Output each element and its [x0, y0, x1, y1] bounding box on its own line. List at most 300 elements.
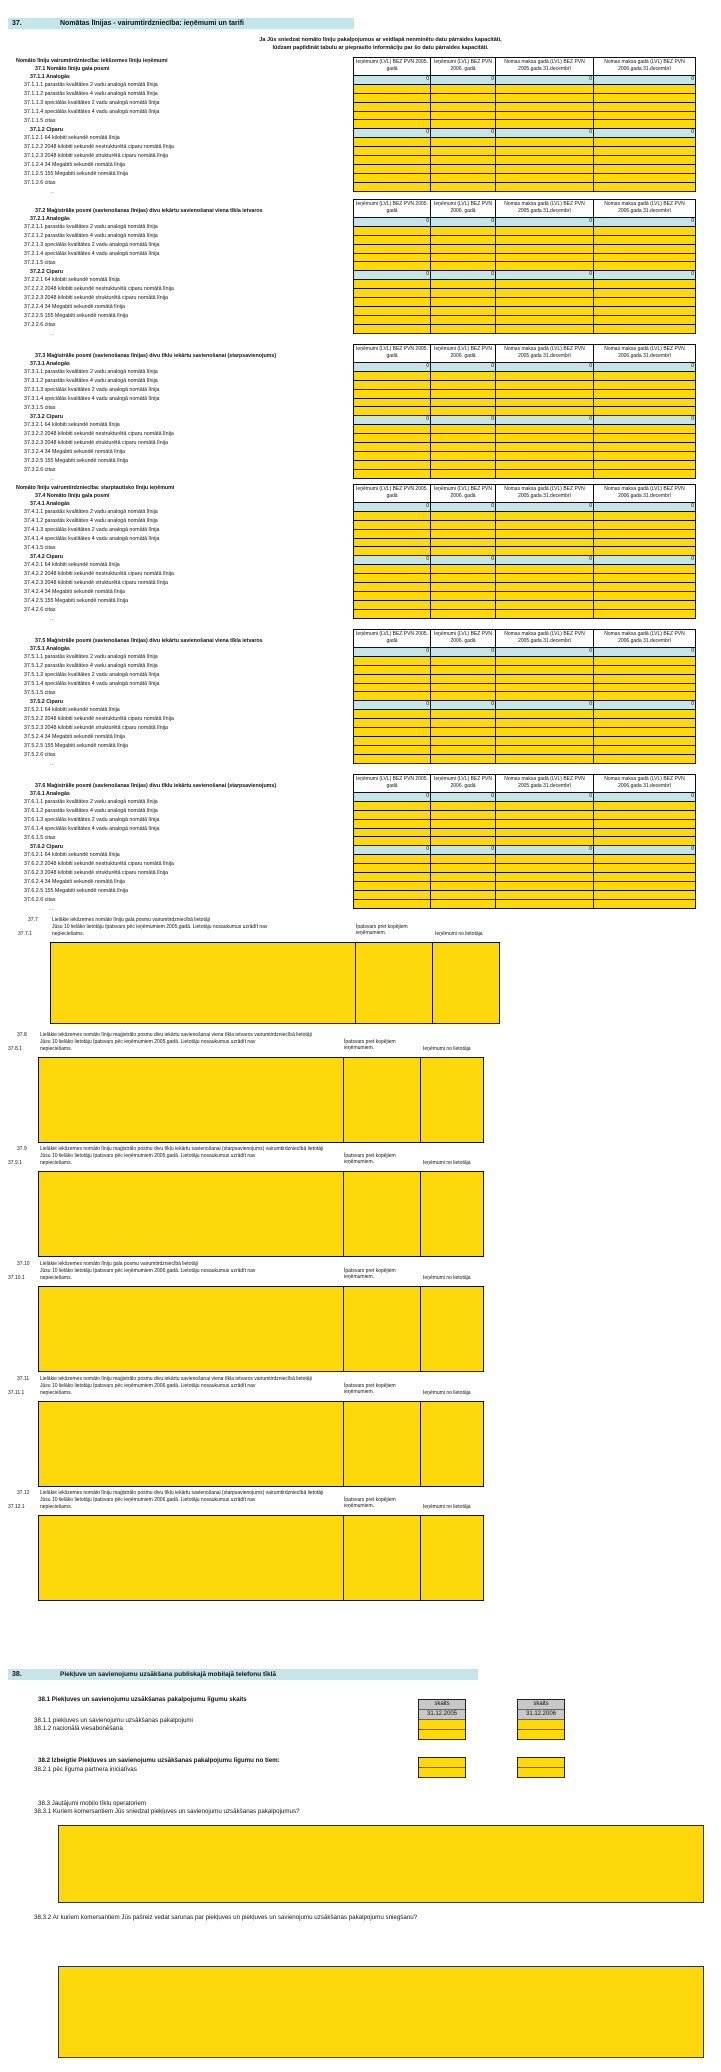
input-cell[interactable]	[496, 372, 594, 380]
input-cell[interactable]	[496, 227, 594, 235]
input-cell[interactable]	[594, 583, 696, 591]
input-cell[interactable]	[354, 657, 431, 665]
input-cell[interactable]	[431, 470, 496, 478]
input-cell[interactable]	[594, 657, 696, 665]
input-cell[interactable]	[354, 728, 431, 736]
input-cell[interactable]	[594, 565, 696, 573]
input-cell[interactable]	[431, 156, 496, 164]
input-cell[interactable]	[496, 837, 594, 845]
input-cell[interactable]	[354, 262, 431, 270]
input-cell[interactable]	[496, 280, 594, 288]
input-cell[interactable]	[354, 390, 431, 398]
input-cell[interactable]	[354, 666, 431, 674]
input-cell[interactable]	[354, 512, 431, 520]
input-cell[interactable]	[496, 755, 594, 763]
input-cell[interactable]	[496, 381, 594, 389]
input-cell[interactable]	[594, 245, 696, 253]
input-cell[interactable]	[496, 657, 594, 665]
input-cell[interactable]	[354, 710, 431, 718]
input-cell[interactable]	[496, 254, 594, 262]
input-cell[interactable]	[496, 692, 594, 700]
input-cell[interactable]	[354, 521, 431, 529]
input-cell[interactable]	[594, 434, 696, 442]
input-cell[interactable]	[496, 737, 594, 745]
input-cell[interactable]	[431, 657, 496, 665]
input-cell[interactable]	[354, 574, 431, 582]
input-cell[interactable]	[354, 452, 431, 460]
input-cell[interactable]	[354, 837, 431, 845]
input-cell[interactable]	[496, 864, 594, 872]
input-cell[interactable]	[496, 120, 594, 128]
input-cell[interactable]	[496, 728, 594, 736]
input-cell[interactable]	[354, 737, 431, 745]
input-cell[interactable]	[496, 521, 594, 529]
input-cell[interactable]	[496, 684, 594, 692]
input-cell[interactable]	[594, 103, 696, 111]
user-names-input[interactable]	[39, 1402, 344, 1486]
input-cell[interactable]	[354, 675, 431, 683]
count-input-38-1-1-2006[interactable]	[518, 1720, 564, 1730]
terminated-partner-input-2005[interactable]	[419, 1768, 465, 1777]
input-cell[interactable]	[354, 236, 431, 244]
input-cell[interactable]	[496, 675, 594, 683]
input-cell[interactable]	[431, 174, 496, 182]
input-cell[interactable]	[594, 372, 696, 380]
input-cell[interactable]	[354, 399, 431, 407]
input-cell[interactable]	[354, 583, 431, 591]
input-cell[interactable]	[496, 236, 594, 244]
input-cell[interactable]	[354, 165, 431, 173]
input-cell[interactable]	[431, 746, 496, 754]
input-cell[interactable]	[496, 307, 594, 315]
input-cell[interactable]	[431, 461, 496, 469]
input-cell[interactable]	[431, 425, 496, 433]
input-cell[interactable]	[354, 891, 431, 899]
input-cell[interactable]	[594, 666, 696, 674]
input-cell[interactable]	[594, 864, 696, 872]
input-cell[interactable]	[354, 601, 431, 609]
input-cell[interactable]	[431, 262, 496, 270]
input-cell[interactable]	[354, 746, 431, 754]
input-cell[interactable]	[496, 891, 594, 899]
input-cell[interactable]	[594, 262, 696, 270]
input-cell[interactable]	[354, 120, 431, 128]
input-cell[interactable]	[594, 873, 696, 881]
input-cell[interactable]	[431, 316, 496, 324]
input-cell[interactable]	[431, 675, 496, 683]
input-cell[interactable]	[496, 811, 594, 819]
input-cell[interactable]	[354, 811, 431, 819]
input-cell[interactable]	[431, 684, 496, 692]
revenue-input[interactable]	[421, 1058, 483, 1142]
input-cell[interactable]	[594, 710, 696, 718]
input-cell[interactable]	[496, 539, 594, 547]
input-cell[interactable]	[431, 820, 496, 828]
share-input[interactable]	[344, 1287, 421, 1371]
share-input[interactable]	[344, 1172, 421, 1256]
input-cell[interactable]	[594, 811, 696, 819]
input-cell[interactable]	[354, 372, 431, 380]
input-cell[interactable]	[431, 298, 496, 306]
count-input-38-1-2-2005[interactable]	[419, 1730, 465, 1739]
terminated-input-2006[interactable]	[518, 1758, 564, 1768]
input-cell[interactable]	[496, 666, 594, 674]
input-cell[interactable]	[431, 574, 496, 582]
input-cell[interactable]	[594, 85, 696, 93]
input-cell[interactable]	[594, 452, 696, 460]
share-input[interactable]	[344, 1516, 421, 1600]
input-cell[interactable]	[496, 512, 594, 520]
input-cell[interactable]	[496, 710, 594, 718]
input-cell[interactable]	[496, 873, 594, 881]
input-cell[interactable]	[431, 112, 496, 120]
input-cell[interactable]	[594, 802, 696, 810]
input-cell[interactable]	[594, 574, 696, 582]
input-cell[interactable]	[354, 539, 431, 547]
input-cell[interactable]	[594, 592, 696, 600]
input-cell[interactable]	[431, 837, 496, 845]
input-cell[interactable]	[496, 583, 594, 591]
input-cell[interactable]	[431, 583, 496, 591]
input-cell[interactable]	[354, 147, 431, 155]
input-cell[interactable]	[431, 289, 496, 297]
input-cell[interactable]	[594, 530, 696, 538]
user-names-input[interactable]	[39, 1172, 344, 1256]
input-cell[interactable]	[431, 147, 496, 155]
input-cell[interactable]	[431, 829, 496, 837]
revenue-input[interactable]	[433, 943, 499, 1023]
input-cell[interactable]	[594, 692, 696, 700]
input-cell[interactable]	[431, 381, 496, 389]
input-cell[interactable]	[496, 425, 594, 433]
input-cell[interactable]	[496, 85, 594, 93]
answer-38-3-1-textarea[interactable]	[58, 1825, 704, 1903]
input-cell[interactable]	[431, 666, 496, 674]
input-cell[interactable]	[431, 452, 496, 460]
input-cell[interactable]	[431, 610, 496, 618]
input-cell[interactable]	[496, 592, 594, 600]
input-cell[interactable]	[594, 547, 696, 555]
input-cell[interactable]	[431, 719, 496, 727]
input-cell[interactable]	[354, 547, 431, 555]
input-cell[interactable]	[594, 183, 696, 191]
input-cell[interactable]	[354, 684, 431, 692]
input-cell[interactable]	[496, 298, 594, 306]
input-cell[interactable]	[431, 864, 496, 872]
input-cell[interactable]	[354, 461, 431, 469]
input-cell[interactable]	[354, 425, 431, 433]
user-names-input[interactable]	[39, 1058, 344, 1142]
input-cell[interactable]	[431, 183, 496, 191]
input-cell[interactable]	[496, 407, 594, 415]
total-cell: 0	[431, 648, 496, 656]
input-cell[interactable]	[354, 174, 431, 182]
input-cell[interactable]	[431, 434, 496, 442]
input-cell[interactable]	[431, 85, 496, 93]
input-cell[interactable]	[594, 719, 696, 727]
input-cell[interactable]	[594, 610, 696, 618]
input-cell[interactable]	[431, 103, 496, 111]
input-cell[interactable]	[431, 165, 496, 173]
input-cell[interactable]	[594, 829, 696, 837]
input-cell[interactable]	[594, 227, 696, 235]
input-cell[interactable]	[496, 103, 594, 111]
input-cell[interactable]	[594, 728, 696, 736]
input-cell[interactable]	[594, 147, 696, 155]
input-cell[interactable]	[431, 873, 496, 881]
input-cell[interactable]	[496, 574, 594, 582]
input-cell[interactable]	[496, 316, 594, 324]
input-cell[interactable]	[594, 381, 696, 389]
input-cell[interactable]	[431, 227, 496, 235]
input-cell[interactable]	[431, 443, 496, 451]
input-cell[interactable]	[594, 174, 696, 182]
input-cell[interactable]	[496, 855, 594, 863]
input-cell[interactable]	[496, 112, 594, 120]
input-cell[interactable]	[496, 434, 594, 442]
input-cell[interactable]	[594, 443, 696, 451]
input-cell[interactable]	[354, 112, 431, 120]
input-cell[interactable]	[431, 236, 496, 244]
input-cell[interactable]	[354, 434, 431, 442]
top-users-title: Lielākie iekšzemes nomāto līniju gala posmu vairumtirdzniecībā lietotāji	[40, 1261, 198, 1267]
input-cell[interactable]	[431, 539, 496, 547]
input-cell[interactable]	[431, 530, 496, 538]
share-input[interactable]	[344, 1402, 421, 1486]
input-cell[interactable]	[594, 399, 696, 407]
input-cell[interactable]	[431, 390, 496, 398]
input-cell[interactable]	[594, 675, 696, 683]
input-cell[interactable]	[354, 755, 431, 763]
share-input[interactable]	[356, 943, 433, 1023]
input-cell[interactable]	[594, 407, 696, 415]
input-cell[interactable]	[594, 138, 696, 146]
input-cell[interactable]	[594, 461, 696, 469]
input-cell[interactable]	[594, 882, 696, 890]
input-cell[interactable]	[431, 855, 496, 863]
input-cell[interactable]	[496, 147, 594, 155]
input-cell[interactable]	[496, 174, 594, 182]
input-cell[interactable]	[496, 183, 594, 191]
input-cell[interactable]	[594, 307, 696, 315]
input-cell[interactable]	[594, 891, 696, 899]
input-cell[interactable]	[496, 443, 594, 451]
input-cell[interactable]	[354, 565, 431, 573]
count-input-38-1-1-2005[interactable]	[419, 1720, 465, 1730]
input-cell[interactable]	[496, 289, 594, 297]
input-cell[interactable]	[431, 900, 496, 908]
input-cell[interactable]	[496, 94, 594, 102]
total-cell: 0	[496, 129, 594, 137]
user-names-input[interactable]	[39, 1287, 344, 1371]
input-cell[interactable]	[354, 325, 431, 333]
input-cell[interactable]	[354, 900, 431, 908]
input-cell[interactable]	[594, 755, 696, 763]
input-cell[interactable]	[354, 692, 431, 700]
input-cell[interactable]	[431, 811, 496, 819]
input-cell[interactable]	[594, 746, 696, 754]
input-cell[interactable]	[496, 882, 594, 890]
input-cell[interactable]	[354, 882, 431, 890]
input-cell[interactable]	[496, 802, 594, 810]
digital-item-label: 37.5.2.4 34 Megabiti sekundē nomātā līnija	[24, 734, 126, 741]
input-cell[interactable]	[354, 470, 431, 478]
input-cell[interactable]	[431, 245, 496, 253]
input-cell[interactable]	[354, 254, 431, 262]
input-cell[interactable]	[431, 407, 496, 415]
input-cell[interactable]	[496, 565, 594, 573]
input-cell[interactable]	[594, 390, 696, 398]
input-cell[interactable]	[496, 156, 594, 164]
revenue-input[interactable]	[421, 1516, 483, 1600]
input-cell[interactable]	[354, 85, 431, 93]
input-cell[interactable]	[594, 120, 696, 128]
input-cell[interactable]	[354, 183, 431, 191]
input-cell[interactable]	[496, 245, 594, 253]
answer-38-3-2-textarea[interactable]	[58, 1966, 704, 2058]
input-cell[interactable]	[594, 855, 696, 863]
input-cell[interactable]	[431, 94, 496, 102]
input-cell[interactable]	[594, 512, 696, 520]
input-cell[interactable]	[496, 165, 594, 173]
input-cell[interactable]	[354, 443, 431, 451]
input-cell[interactable]	[431, 280, 496, 288]
input-row	[354, 666, 696, 675]
input-cell[interactable]	[496, 138, 594, 146]
share-input[interactable]	[344, 1058, 421, 1142]
input-cell[interactable]	[431, 372, 496, 380]
input-cell[interactable]	[496, 900, 594, 908]
input-cell[interactable]	[354, 156, 431, 164]
input-cell[interactable]	[354, 855, 431, 863]
input-cell[interactable]	[354, 280, 431, 288]
input-cell[interactable]	[594, 425, 696, 433]
input-cell[interactable]	[354, 245, 431, 253]
input-cell[interactable]	[354, 592, 431, 600]
input-cell[interactable]	[496, 390, 594, 398]
input-cell[interactable]	[354, 307, 431, 315]
revenue-input[interactable]	[421, 1287, 483, 1371]
input-cell[interactable]	[496, 325, 594, 333]
input-cell[interactable]	[594, 298, 696, 306]
input-cell[interactable]	[594, 737, 696, 745]
input-cell[interactable]	[354, 873, 431, 881]
input-cell[interactable]	[354, 103, 431, 111]
input-cell[interactable]	[594, 112, 696, 120]
input-cell[interactable]	[354, 610, 431, 618]
input-cell[interactable]	[431, 755, 496, 763]
input-cell[interactable]	[431, 307, 496, 315]
input-cell[interactable]	[496, 262, 594, 270]
input-cell[interactable]	[354, 820, 431, 828]
terminated-partner-input-2006[interactable]	[518, 1768, 564, 1777]
input-cell[interactable]	[594, 837, 696, 845]
input-cell[interactable]	[354, 829, 431, 837]
input-cell[interactable]	[431, 325, 496, 333]
input-cell[interactable]	[496, 399, 594, 407]
input-cell[interactable]	[496, 820, 594, 828]
input-cell[interactable]	[594, 820, 696, 828]
input-cell[interactable]	[496, 610, 594, 618]
input-cell[interactable]	[496, 601, 594, 609]
user-names-input[interactable]	[51, 943, 356, 1023]
input-cell[interactable]	[594, 254, 696, 262]
input-cell[interactable]	[594, 289, 696, 297]
input-cell[interactable]	[594, 684, 696, 692]
input-cell[interactable]	[431, 891, 496, 899]
input-cell[interactable]	[431, 737, 496, 745]
input-cell[interactable]	[354, 94, 431, 102]
input-cell[interactable]	[496, 829, 594, 837]
input-cell[interactable]	[431, 521, 496, 529]
input-cell[interactable]	[431, 710, 496, 718]
digital-heading: 37.5.2 Ciparu	[30, 698, 63, 705]
input-cell[interactable]	[431, 565, 496, 573]
user-names-input[interactable]	[39, 1516, 344, 1600]
input-cell[interactable]	[354, 227, 431, 235]
top-users-number: 37.9	[17, 1146, 27, 1152]
input-cell[interactable]	[431, 547, 496, 555]
input-cell[interactable]	[594, 316, 696, 324]
input-cell[interactable]	[496, 719, 594, 727]
input-cell[interactable]	[431, 692, 496, 700]
input-cell[interactable]	[354, 316, 431, 324]
input-cell[interactable]	[594, 539, 696, 547]
revenue-input[interactable]	[421, 1172, 483, 1256]
input-cell[interactable]	[431, 592, 496, 600]
input-cell[interactable]	[354, 864, 431, 872]
input-cell[interactable]	[354, 289, 431, 297]
input-cell[interactable]	[431, 399, 496, 407]
input-cell[interactable]	[431, 512, 496, 520]
count-input-38-1-2-2006[interactable]	[518, 1730, 564, 1739]
input-cell[interactable]	[496, 461, 594, 469]
input-cell[interactable]	[354, 802, 431, 810]
input-cell[interactable]	[594, 601, 696, 609]
input-cell[interactable]	[594, 521, 696, 529]
input-cell[interactable]	[354, 407, 431, 415]
input-cell[interactable]	[431, 138, 496, 146]
input-cell[interactable]	[594, 470, 696, 478]
input-cell[interactable]	[431, 882, 496, 890]
revenue-input[interactable]	[421, 1402, 483, 1486]
terminated-input-2005[interactable]	[419, 1758, 465, 1768]
input-cell[interactable]	[594, 94, 696, 102]
input-cell[interactable]	[354, 530, 431, 538]
input-cell[interactable]	[594, 325, 696, 333]
input-cell[interactable]	[354, 381, 431, 389]
input-cell[interactable]	[594, 280, 696, 288]
input-cell[interactable]	[431, 601, 496, 609]
input-cell[interactable]	[496, 547, 594, 555]
input-cell[interactable]	[496, 530, 594, 538]
input-cell[interactable]	[354, 298, 431, 306]
input-cell[interactable]	[431, 254, 496, 262]
input-cell[interactable]	[496, 470, 594, 478]
input-cell[interactable]	[594, 900, 696, 908]
input-cell[interactable]	[431, 802, 496, 810]
input-cell[interactable]	[594, 165, 696, 173]
input-cell[interactable]	[354, 138, 431, 146]
input-cell[interactable]	[431, 728, 496, 736]
input-cell[interactable]	[496, 452, 594, 460]
input-cell[interactable]	[496, 746, 594, 754]
input-row	[354, 262, 696, 271]
input-cell[interactable]	[354, 719, 431, 727]
input-cell[interactable]	[431, 120, 496, 128]
input-cell[interactable]	[594, 156, 696, 164]
input-cell[interactable]	[594, 236, 696, 244]
